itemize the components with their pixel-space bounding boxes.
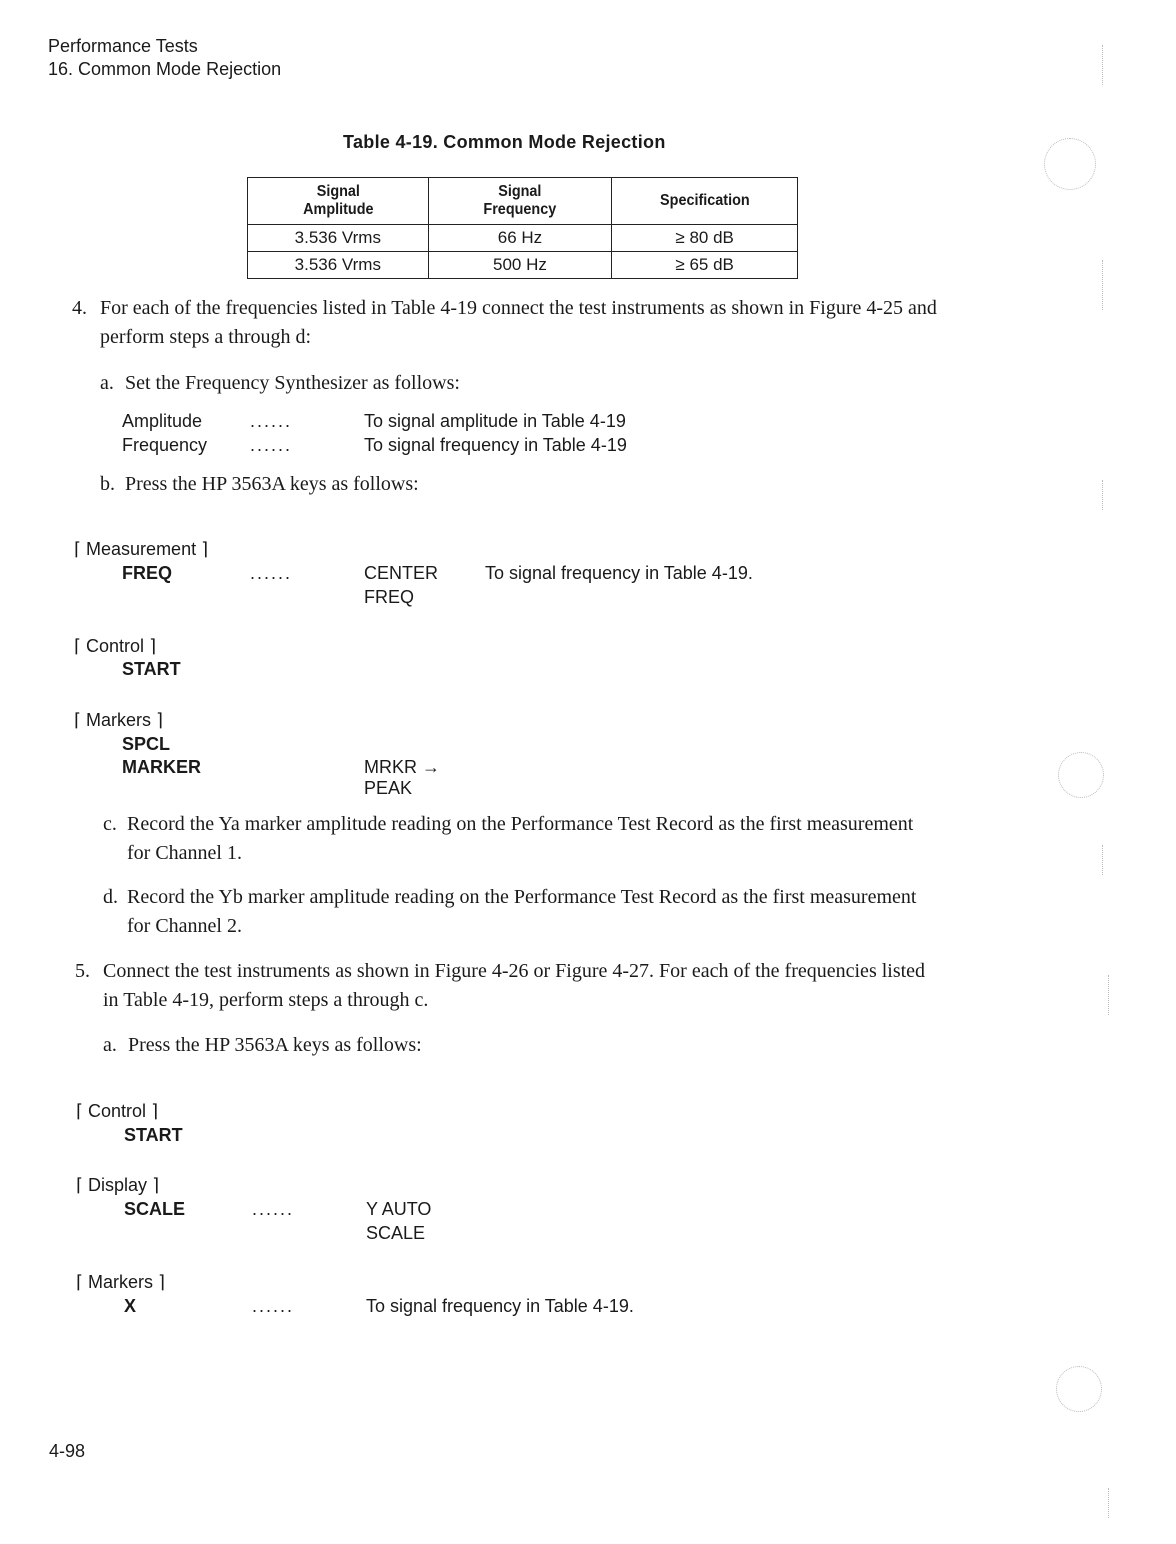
table-header-row	[248, 178, 798, 225]
setting-value: To signal frequency in Table 4-19	[364, 435, 627, 455]
key-group-markers: ⌈ Markers ⌉	[76, 1272, 166, 1292]
key-group-label: Markers	[86, 710, 152, 730]
key-start: START	[122, 659, 181, 679]
key-x: X	[124, 1296, 137, 1316]
key-marker: MARKER	[122, 757, 201, 777]
table-title: Table 4-19. Common Mode Rejection	[343, 132, 666, 152]
margin-mark	[1108, 1488, 1109, 1518]
margin-mark	[1102, 45, 1103, 85]
step5-text: Connect the test instruments as shown in Figure 4-26 or Figure 4-27. For each of the frequencies listed in Table 4-19, perform steps a through c.	[103, 960, 926, 1011]
setting-dots: ......	[250, 411, 293, 431]
key-scale: SCALE	[124, 1199, 186, 1219]
column-header: Signal Frequency	[437, 178, 602, 225]
key-spcl: SPCL	[122, 734, 171, 754]
softkey-y-auto: Y AUTO	[366, 1199, 432, 1219]
step5a-text: Press the HP 3563A keys as follows:	[128, 1034, 422, 1056]
table-row	[248, 225, 798, 252]
key-group-label: Display	[88, 1175, 148, 1195]
step5a-label: a.	[103, 1034, 117, 1056]
key-group-control: ⌈ Control ⌉	[74, 636, 157, 656]
binder-hole	[1044, 138, 1096, 190]
softkey-center: CENTER	[364, 563, 439, 583]
key-group-markers: ⌈ Markers ⌉	[74, 710, 164, 730]
step4a-label: a.	[100, 372, 114, 394]
key-start: START	[124, 1125, 183, 1145]
key-group-display: ⌈ Display ⌉	[76, 1175, 160, 1195]
binder-hole	[1058, 752, 1104, 798]
column-header: Specification	[621, 178, 788, 225]
spec-table	[247, 177, 798, 279]
margin-mark	[1102, 260, 1103, 310]
header-section: Performance Tests	[48, 36, 198, 56]
header-subsection: 16. Common Mode Rejection	[48, 59, 282, 79]
key-dots: ......	[250, 563, 293, 583]
step4-text: For each of the frequencies listed in Table 4-19 connect the test instruments as shown in Figure 4-25 and perform steps a through d:	[100, 297, 937, 348]
key-freq: FREQ	[122, 563, 173, 583]
setting-value: To signal amplitude in Table 4-19	[364, 411, 626, 431]
table-cell: ≥ 65 dB	[612, 252, 798, 279]
table-cell: ≥ 80 dB	[612, 225, 798, 252]
step4b-text: Press the HP 3563A keys as follows:	[125, 473, 419, 495]
softkey-peak: PEAK	[364, 778, 413, 798]
step4c-text: Record the Ya marker amplitude reading on the Performance Test Record as the first measurement for Channel 1.	[127, 813, 914, 864]
key-note: To signal frequency in Table 4-19.	[366, 1296, 634, 1316]
table-cell: 3.536 Vrms	[248, 225, 429, 252]
setting-name: Amplitude	[122, 411, 203, 431]
step4-number: 4.	[72, 297, 87, 319]
step4c-label: c.	[103, 813, 117, 835]
key-group-label: Control	[86, 636, 145, 656]
setting-dots: ......	[250, 435, 293, 455]
step4d-text: Record the Yb marker amplitude reading on the Performance Test Record as the first measurement for Channel 2.	[127, 886, 917, 937]
margin-mark	[1102, 845, 1103, 875]
step4d-label: d.	[103, 886, 118, 908]
setting-name: Frequency	[122, 435, 208, 455]
binder-hole	[1056, 1366, 1102, 1412]
step4b-label: b.	[100, 473, 115, 495]
column-header: Signal Amplitude	[257, 178, 420, 225]
softkey-freq: FREQ	[364, 587, 415, 607]
table-row	[248, 252, 798, 279]
key-dots: ......	[252, 1296, 295, 1316]
softkey-mrkr: MRKR →	[364, 757, 440, 777]
key-group-control: ⌈ Control ⌉	[76, 1101, 159, 1121]
margin-mark	[1108, 975, 1109, 1015]
margin-mark	[1102, 480, 1103, 510]
key-dots: ......	[252, 1199, 295, 1219]
softkey-scale: SCALE	[366, 1223, 426, 1243]
table-cell: 3.536 Vrms	[248, 252, 429, 279]
key-group-measurement: ⌈ Measurement ⌉	[74, 539, 209, 559]
key-note: To signal frequency in Table 4-19.	[485, 563, 753, 583]
key-group-label: Measurement	[86, 539, 197, 559]
key-group-label: Markers	[88, 1272, 154, 1292]
step5-number: 5.	[75, 960, 90, 982]
table-cell: 66 Hz	[428, 225, 612, 252]
key-group-label: Control	[88, 1101, 147, 1121]
table-cell: 500 Hz	[428, 252, 612, 279]
step4a-text: Set the Frequency Synthesizer as follows:	[125, 372, 460, 394]
page-number: 4-98	[49, 1441, 86, 1461]
